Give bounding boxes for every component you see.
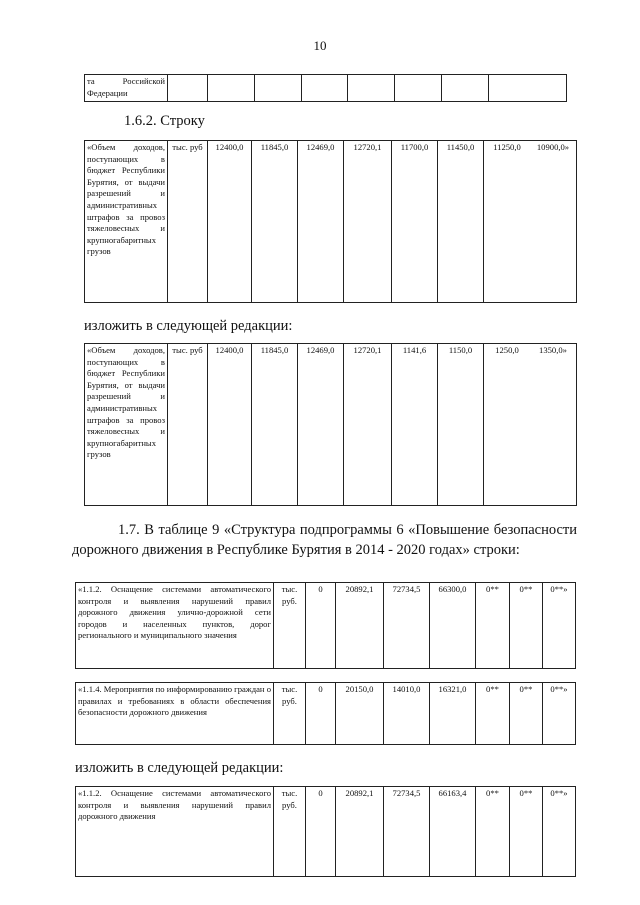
value-cell: 11250,0 xyxy=(493,142,521,152)
value-cell: 0** xyxy=(476,583,510,669)
value-cell: 66163,4 xyxy=(430,787,476,877)
table-cell xyxy=(442,75,489,102)
row-description: «1.1.2. Оснащение системами автоматического контроля и выявления нарушений правил дорожного движения xyxy=(76,787,274,877)
value-cell: 10900,0» xyxy=(536,142,570,152)
value-cell: 1350,0» xyxy=(539,345,567,355)
value-cell-pair xyxy=(484,141,577,303)
table-cell xyxy=(208,75,255,102)
section-heading-1-6-2: 1.6.2. Строку xyxy=(124,113,205,129)
unit-cell: тыс. руб xyxy=(168,141,208,303)
table-continuation xyxy=(84,74,567,102)
table-new-indicator-row xyxy=(84,343,577,506)
value-cell: 0**» xyxy=(543,683,576,745)
row-description: та Российской Федерации xyxy=(85,75,168,102)
page-number: 10 xyxy=(313,38,327,53)
value-cell: 11450,0 xyxy=(438,141,484,303)
row-description: «1.1.4. Мероприятия по информированию граждан о правилах и требованиях в области обеспечения безопасности дорожного движения xyxy=(76,683,274,745)
table-item-1-1-2-new xyxy=(75,786,576,877)
table-cell xyxy=(302,75,348,102)
table-item-1-1-4-old xyxy=(75,682,576,745)
value-cell: 12720,1 xyxy=(344,141,392,303)
value-cell: 66300,0 xyxy=(430,583,476,669)
paragraph-1-7 xyxy=(72,521,577,560)
value-cell: 0** xyxy=(510,787,543,877)
value-cell: 0** xyxy=(510,683,543,745)
unit-cell: тыс. руб. xyxy=(274,583,306,669)
unit-cell: тыс. руб xyxy=(168,344,208,506)
unit-cell: тыс. руб. xyxy=(274,683,306,745)
value-cell: 12400,0 xyxy=(208,344,252,506)
value-cell-pair xyxy=(484,344,577,506)
value-cell: 12400,0 xyxy=(208,141,252,303)
value-cell: 1141,6 xyxy=(392,344,438,506)
new-edition-label: изложить в следующей редакции: xyxy=(75,760,284,776)
value-cell: 12720,1 xyxy=(344,344,392,506)
unit-cell: тыс. руб. xyxy=(274,787,306,877)
value-cell: 11845,0 xyxy=(252,141,298,303)
value-cell: 0 xyxy=(306,583,336,669)
table-cell xyxy=(395,75,442,102)
value-cell: 0** xyxy=(510,583,543,669)
table-old-indicator-row xyxy=(84,140,577,303)
value-cell: 20150,0 xyxy=(336,683,384,745)
value-cell: 11700,0 xyxy=(392,141,438,303)
table-item-1-1-2-old xyxy=(75,582,576,669)
value-cell: 14010,0 xyxy=(384,683,430,745)
value-cell: 0**» xyxy=(543,583,576,669)
value-cell: 1150,0 xyxy=(438,344,484,506)
table-cell xyxy=(348,75,395,102)
value-cell: 1250,0 xyxy=(495,345,519,355)
value-cell: 11845,0 xyxy=(252,344,298,506)
value-cell: 20892,1 xyxy=(336,787,384,877)
value-cell: 0** xyxy=(476,683,510,745)
value-cell: 12469,0 xyxy=(298,141,344,303)
value-cell: 12469,0 xyxy=(298,344,344,506)
value-cell: 16321,0 xyxy=(430,683,476,745)
value-cell: 72734,5 xyxy=(384,787,430,877)
value-cell: 0** xyxy=(476,787,510,877)
new-edition-label: изложить в следующей редакции: xyxy=(84,318,293,334)
value-cell: 72734,5 xyxy=(384,583,430,669)
table-cell xyxy=(255,75,302,102)
row-description: «Объем доходов, поступающих в бюджет Республики Бурятия, от выдачи разрешений и административных штрафов за провоз тяжеловесных и крупногабаритных грузов xyxy=(85,141,168,303)
row-description: «1.1.2. Оснащение системами автоматического контроля и выявления нарушений правил дорожного движения улично-дорожной сети городов и населенных пунктов, дорог регионального и муниципального значения xyxy=(76,583,274,669)
paragraph-1-7-text: 1.7. В таблице 9 «Структура подпрограммы 6 «Повышение безопасности дорожного движения в Республике Бурятия в 2014 - 2020 годах» строки: xyxy=(72,522,577,558)
value-cell: 0**» xyxy=(543,787,576,877)
table-cell xyxy=(489,75,567,102)
table-cell xyxy=(168,75,208,102)
row-description: «Объем доходов, поступающих в бюджет Республики Бурятия, от выдачи разрешений и административных штрафов за провоз тяжеловесных и крупногабаритных грузов xyxy=(85,344,168,506)
value-cell: 0 xyxy=(306,683,336,745)
value-cell: 0 xyxy=(306,787,336,877)
value-cell: 20892,1 xyxy=(336,583,384,669)
